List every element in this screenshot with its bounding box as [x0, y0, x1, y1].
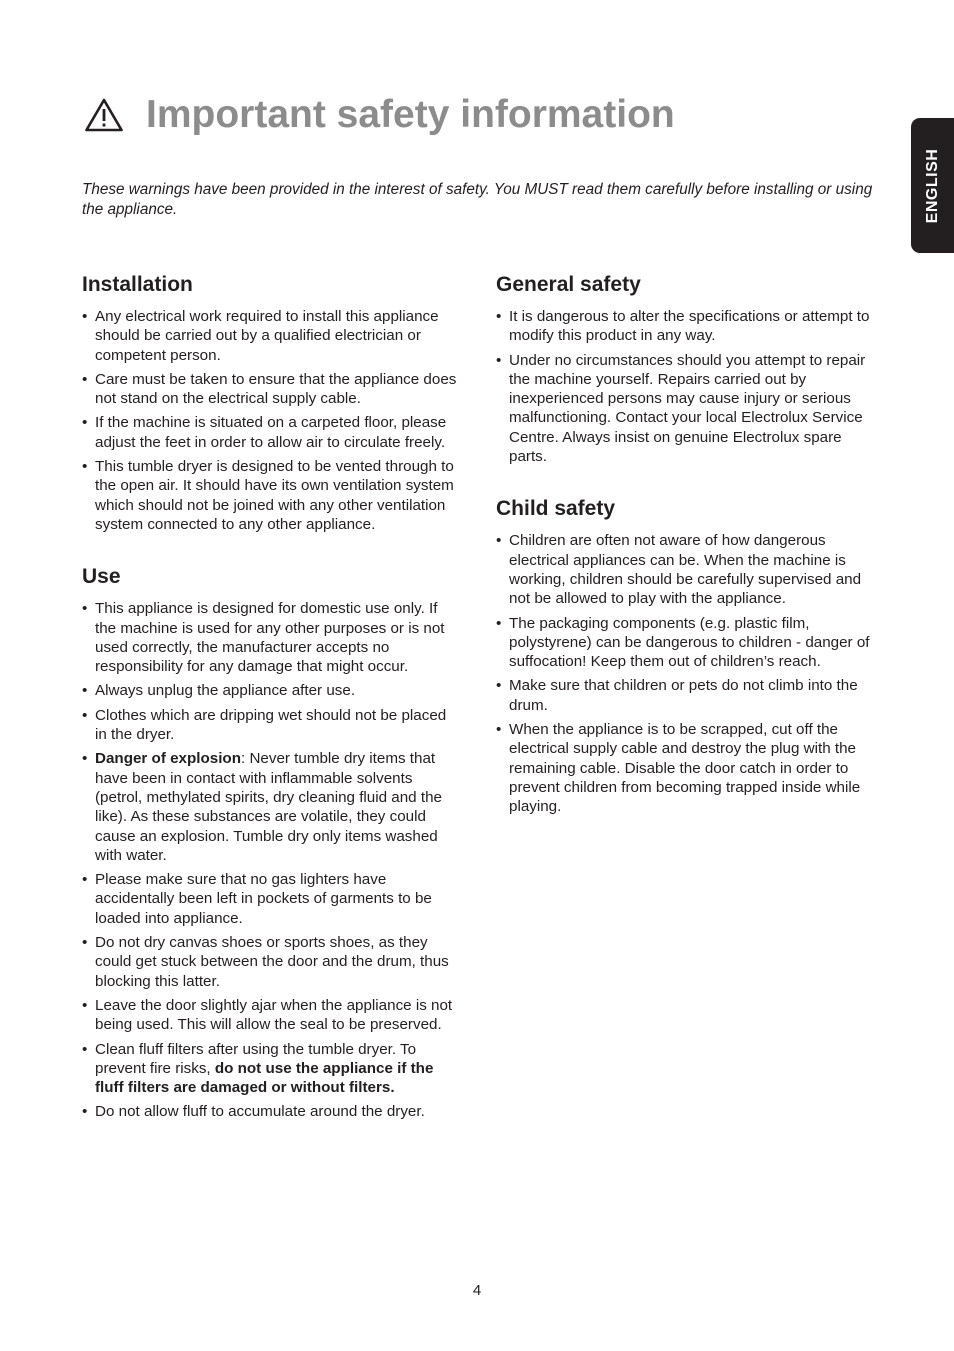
installation-section	[82, 270, 462, 534]
general-safety-heading: General safety	[496, 273, 641, 296]
list-item: • This tumble dryer is designed to be vented through to the open air. It should have its own ventilation system which should not be joined with any other ventilation system connected to any other appliance.	[82, 457, 462, 534]
general-safety-list	[496, 307, 876, 466]
use-section	[82, 562, 462, 1121]
general-safety-section	[496, 270, 876, 466]
list-item: • Under no circumstances should you attempt to repair the machine yourself. Repairs carried out by inexperienced persons may cause injury or serious malfunctioning. Contact your local Electrolux Service Centre. Always insist on genuine Electrolux spare parts.	[496, 351, 876, 467]
list-item-bold: do not use the appliance if the fluff filters are damaged or without filters.	[95, 1059, 434, 1097]
list-item: • Make sure that children or pets do not climb into the drum.	[496, 676, 876, 715]
list-item: • Care must be taken to ensure that the appliance does not stand on the electrical supply cable.	[82, 370, 462, 409]
use-heading: Use	[82, 565, 121, 589]
list-item: • Any electrical work required to install this appliance should be carried out by a qualified electrician or competent person.	[82, 307, 462, 365]
use-list	[82, 599, 462, 1121]
list-item: • Clothes which are dripping wet should not be placed in the dryer.	[82, 706, 462, 745]
child-safety-list	[496, 531, 876, 816]
list-item-bold: Danger of explosion	[95, 750, 241, 768]
child-safety-section	[496, 494, 876, 816]
child-safety-heading: Child safety	[496, 497, 616, 521]
list-item: • The packaging components (e.g. plastic film, polystyrene) can be dangerous to children - danger of suffocation! Keep them out of children’s reach.	[496, 614, 876, 672]
list-item: • When the appliance is to be scrapped, cut off the electrical supply cable and destroy the plug with the remaining cable. Disable the door catch in order to prevent children from becoming trapped inside while playing.	[496, 720, 876, 816]
right-column	[496, 270, 876, 845]
installation-list	[82, 307, 462, 534]
page-title: Important safety information	[146, 93, 675, 136]
list-item: • Please make sure that no gas lighters have accidentally been left in pockets of garments to be loaded into appliance.	[82, 870, 462, 928]
language-tab	[911, 118, 954, 253]
installation-heading: Installation	[82, 273, 193, 296]
list-item: • Do not dry canvas shoes or sports shoes, as they could get stuck between the door and the drum, thus blocking this latter.	[82, 933, 462, 991]
list-item: • Leave the door slightly ajar when the appliance is not being used. This will allow the seal to be preserved.	[82, 996, 462, 1035]
list-item: • If the machine is situated on a carpeted floor, please adjust the feet in order to allow air to circulate freely.	[82, 413, 462, 452]
list-item: • This appliance is designed for domestic use only. If the machine is used for any other purposes or is not used correctly, the manufacturer accepts no responsibility for any damage that might occur.	[82, 599, 462, 676]
list-item: • Clean fluff filters after using the tumble dryer. To prevent fire risks, do not use the appliance if the fluff filters are damaged or without filters.	[82, 1040, 462, 1098]
language-tab-label: ENGLISH	[923, 148, 941, 223]
list-item: • Do not allow fluff to accumulate around the dryer.	[82, 1102, 462, 1121]
list-item: • Always unplug the appliance after use.	[82, 681, 462, 700]
list-item: • It is dangerous to alter the specifications or attempt to modify this product in any way.	[496, 307, 876, 346]
left-column	[82, 270, 462, 1150]
page-number: 4	[472, 1282, 482, 1299]
list-item: • Danger of explosion: Never tumble dry items that have been in contact with inflammable solvents (petrol, methylated spirits, dry cleaning fluid and the like). As these substances are volatile, they could cause an explosion. Tumble dry only items washed with water.	[82, 749, 462, 865]
title-row	[84, 92, 675, 138]
list-item: • Children are often not aware of how dangerous electrical appliances can be. When the machine is working, children should be carefully supervised and not be allowed to play with the appliance.	[496, 531, 876, 608]
intro-text: These warnings have been provided in the interest of safety. You MUST read them carefully before installing or using the appliance.	[82, 181, 873, 218]
warning-triangle-icon	[84, 97, 124, 133]
